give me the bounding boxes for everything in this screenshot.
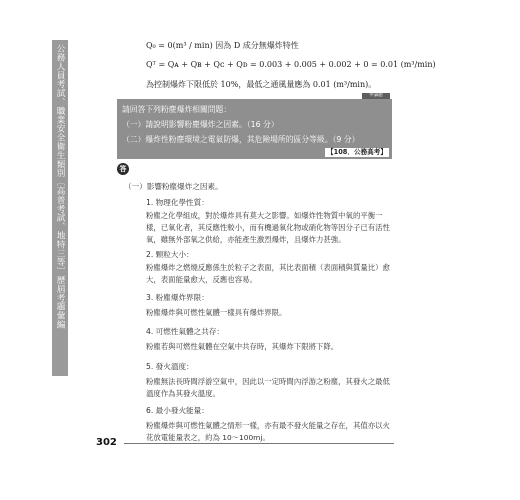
item-3-text: 粉塵爆炸與可燃性氣體一樣具有爆炸界限。 [146,308,287,317]
question-source: 【108．公務高考】 [325,148,389,157]
question-tag: 申論題 [362,93,390,99]
formula-line-2: Qᵀ = Qᴀ + Qʙ + Qᴄ + Qᴅ = 0.003 + 0.005 + 0.002 + 0 = 0.01 (m³/min) [146,60,436,69]
item-6-text: 粉塵爆炸與可燃性氣體之情形一樣，亦有最不發火能量之存在，其值亦以火花放電能量表之，約為 10～100mj。 [146,421,390,442]
item-3-title: 3. 粉塵爆炸界限： [146,293,209,302]
formula-line-3: 為控制爆炸下限低於 10%，最低之通風量應為 0.01 (m³/min)。 [146,80,377,89]
item-4-text: 粉塵若與可燃性氣體在空氣中共存時，其爆炸下限將下降。 [146,342,339,351]
answer-icon: 答 [117,163,129,175]
answer-heading: （一）影響粉塵爆炸之因素。 [124,182,223,191]
footer-divider [124,443,394,444]
item-5-text: 粉塵無法長時間浮游空氣中，因此以一定時間內浮游之粉塵，其發火之最低溫度作為其發火溫度。 [146,377,390,398]
question-item-2: （二）爆炸性粉塵環境之電氣防爆，其危險場所的區分等級。（9 分） [122,135,360,144]
question-item-1: （一）請說明影響粉塵爆炸之因素。（16 分） [122,120,279,129]
item-1-title: 1. 物理化學性質： [146,198,209,207]
item-2-title: 2. 顆粒大小： [146,250,194,259]
question-intro: 請回答下列粉塵爆炸相關問題： [122,105,232,114]
item-5-title: 5. 發火溫度： [146,362,194,371]
item-1-text: 粉塵之化學組成，對於爆炸具有莫大之影響。如爆炸性物質中氧的平衡一樣，已氧化者，其反應性較小，而有機過氧化物或硝化物等因分子已有活性氧，雖無外部氧之供給，亦能產生激烈爆炸，且爆炸力甚強。 [146,211,390,244]
item-6-title: 6. 最小發火能量： [146,406,209,415]
formula-line-1: Q₀ = 0(m³ / min) 因為 D 成分無爆炸特性 [146,41,299,50]
page-number: 302 [96,437,117,448]
item-2-text: 粉塵爆炸之燃燒反應係生於粒子之表面，其比表面積（表面積與質量比）愈大，表面能量愈大，反應也容易。 [146,263,390,284]
item-4-title: 4. 可燃性氣體之共存： [146,327,225,336]
side-title: 公務人員考試、職業安全衛生類別〔高普考試、地特三等〕歷屆考題彙編 [55,44,65,329]
